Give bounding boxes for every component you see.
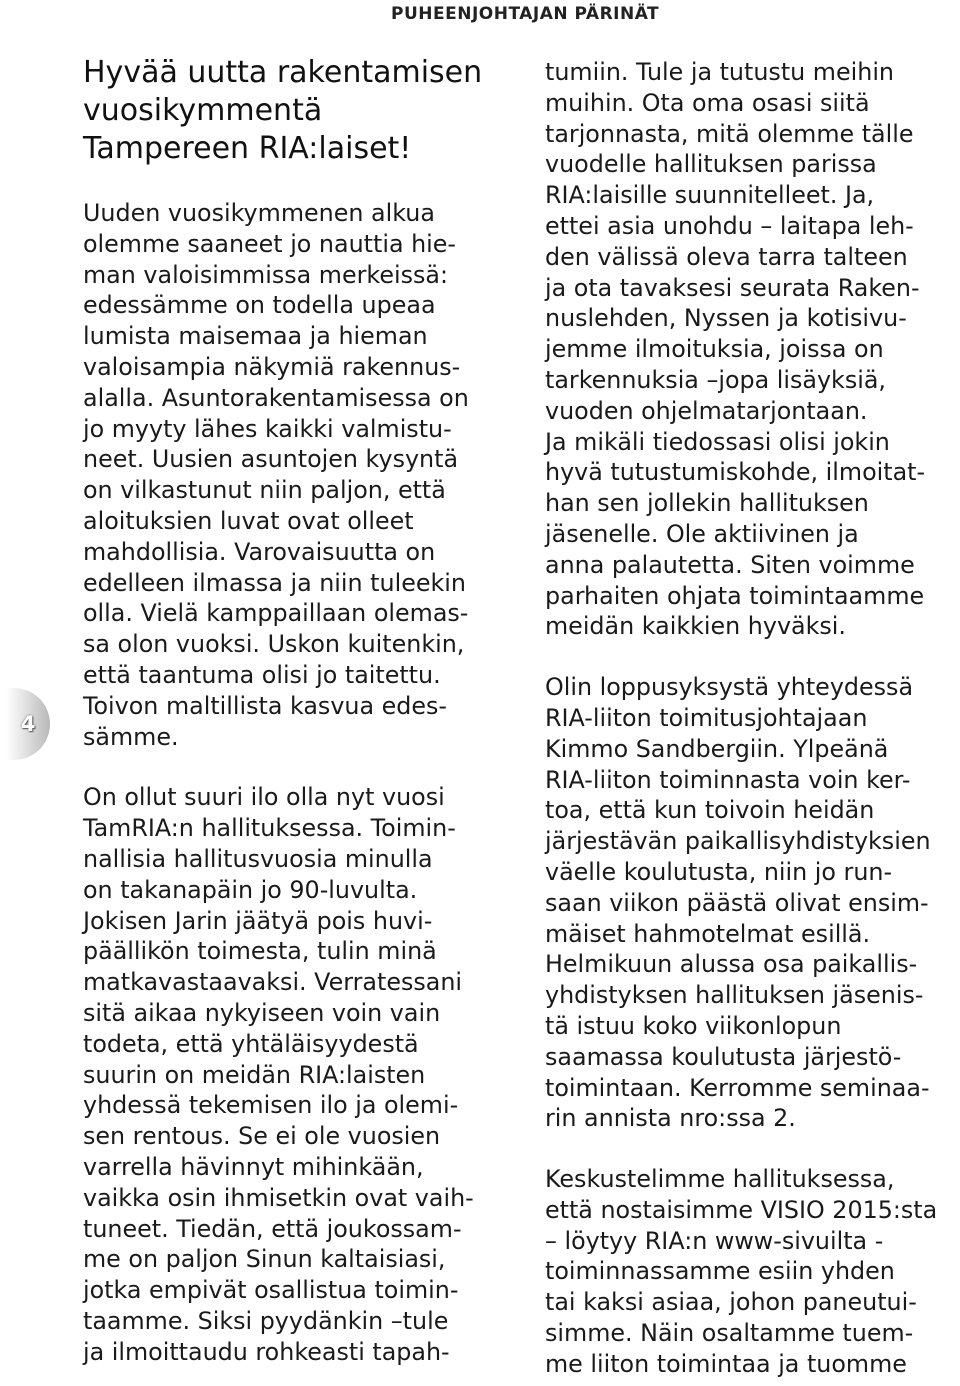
paragraph: tumiin. Tule ja tutustu meihin muihin. Ota oma osasi siitä tarjonnasta, mitä olemme tälle vuodelle hallituksen parissa RIA:laisille suunnitelleet. Ja, ettei asia unohdu – laitapa leh- den välissä oleva tarra talteen ja ota tavaksesi seurata Raken- nuslehden, Nyssen ja kotisivu- jemme ilmoituksia, joissa on tarkennuksia –jopa lisäyksiä, vuoden ohjelmatarjontaan. Ja mikäli tiedossasi olisi jokin hyvä tutustumiskohde, ilmoitat- han sen jollekin hallituksen jäsenelle. Ole aktiivinen ja anna palautetta. Siten voimme parhaiten ohjata toimintaamme meidän kaikkien hyväksi. xyxy=(545,58,926,641)
right-column xyxy=(545,57,960,1380)
paragraph: Uuden vuosikymmenen alkua olemme saaneet jo nauttia hie- man valoisimmissa merkeissä: edessämme on todella upeaa lumista maisemaa ja hieman valoisampia näkymiä rakennus- alalla. Asuntorakentamisessa on jo myyty lähes kaikki valmistu- neet. Uusien asuntojen kysyntä on vilkastunut niin paljon, että aloituksien luvat ovat olleet mahdollisia. Varovaisuutta on edelleen ilmassa ja niin tuleekin olla. Vielä kamppaillaan olemas- sa olon vuoksi. Uskon kuitenkin, että taantuma olisi jo taitettu. Toivon maltillista kasvua edes- sämme. xyxy=(83,199,469,751)
paragraph: Olin loppusyksystä yhteydessä RIA-liiton toimitusjohtajaan Kimmo Sandbergiin. Ylpeänä RIA-liiton toiminnasta voin ker- toa, että kun toivoin heidän järjestävän paikallisyhdistyksien väelle koulutusta, niin jo run- saan viikon päästä olivat ensim- mäiset hahmotelmat esillä. Helmikuun alussa osa paikallis- yhdistyksen hallituksen jäsenis- tä istuu koko viikonlopun saamassa koulutusta järjestö- toimintaan. Kerromme seminaa- rin annista nro:ssa 2. xyxy=(545,673,931,1133)
paragraph: On ollut suuri ilo olla nyt vuosi TamRIA:n hallituksessa. Toimin- nallisia hallitusvuosia minulla on takanapäin jo 90-luvulta. Jokisen Jarin jäätyä pois huvi- päällikön toimesta, tulin minä matkavastaavaksi. Verratessani sitä aikaa nykyiseen voin vain todeta, että yhtäläisyydestä suurin on meidän RIA:laisten yhdessä tekemisen ilo ja olemi- sen rentous. Se ei ole vuosien varrella hävinnyt mihinkään, vaikka osin ihmisetkin ovat vaih- tuneet. Tiedän, että joukossam- me on paljon Sinun kaltaisiasi, jotka empivät osallistua toimin- taamme. Siksi pyydänkin –tule ja ilmoittaudu rohkeasti tapah- xyxy=(83,783,474,1366)
page-number: 4 xyxy=(20,712,36,736)
left-column xyxy=(83,54,513,1367)
section-header: PUHEENJOHTAJAN PÄRINÄT xyxy=(391,4,660,24)
page-number-badge xyxy=(6,688,50,760)
paragraph: Keskustelimme hallituksessa, että nostaisimme VISIO 2015:sta – löytyy RIA:n www-sivuilta - toiminnassamme esiin yhden tai kaksi asiaa, johon paneutui- simme. Näin osaltamme tuem- me liiton toimintaa ja tuomme xyxy=(545,1165,938,1378)
article-title: Hyvää uutta rakentamisen vuosikymmentä Tampereen RIA:laiset! xyxy=(83,55,483,166)
